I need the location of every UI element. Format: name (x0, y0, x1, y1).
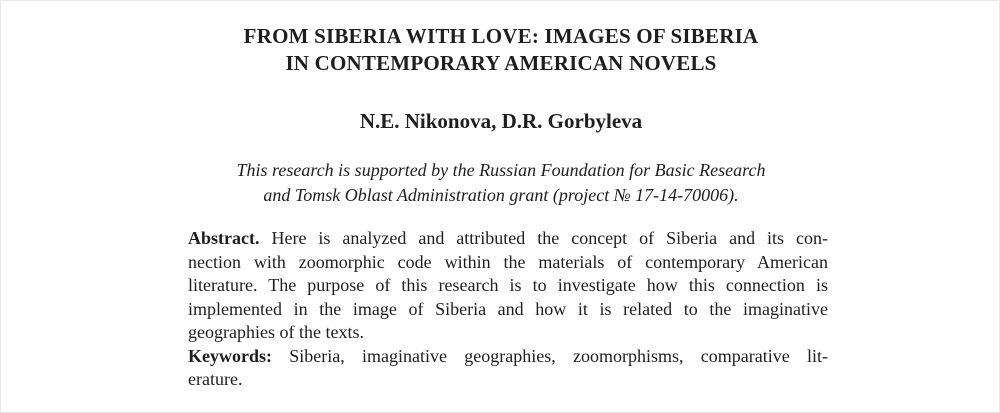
keywords-line: erature. (188, 369, 243, 389)
abstract-block (188, 227, 828, 392)
abstract-line: nection with zoomorphic code within the materials of contemporary American (188, 251, 828, 272)
abstract-line (188, 227, 828, 251)
funding-note (1, 158, 1000, 208)
abstract-label: Abstract. (188, 228, 260, 248)
keywords-line (188, 345, 828, 369)
paper-authors: N.E. Nikonova, D.R. Gorbyleva (359, 109, 643, 133)
abstract-line: geographies of the texts. (188, 322, 364, 342)
abstract-line: literature. The purpose of this research is to investigate how this connection is (188, 275, 828, 295)
funding-line: This research is supported by the Russian Foundation for Basic Research (236, 160, 766, 180)
keywords-label: Keywords: (188, 345, 272, 366)
title-line: FROM SIBERIA WITH LOVE: IMAGES OF SIBERIA (243, 24, 759, 48)
funding-line: and Tomsk Oblast Administration grant (project № 17-14-70006). (263, 185, 739, 205)
keywords-text: Siberia, imaginative geographies, zoomorphisms, comparative lit- (289, 345, 829, 366)
abstract-text: Here is analyzed and attributed the concept of Siberia and its con- (271, 228, 829, 248)
title-line: IN CONTEMPORARY AMERICAN NOVELS (285, 51, 717, 75)
paper-title (1, 23, 1000, 77)
abstract-line: implemented in the image of Siberia and how it is related to the imaginative (188, 298, 828, 319)
